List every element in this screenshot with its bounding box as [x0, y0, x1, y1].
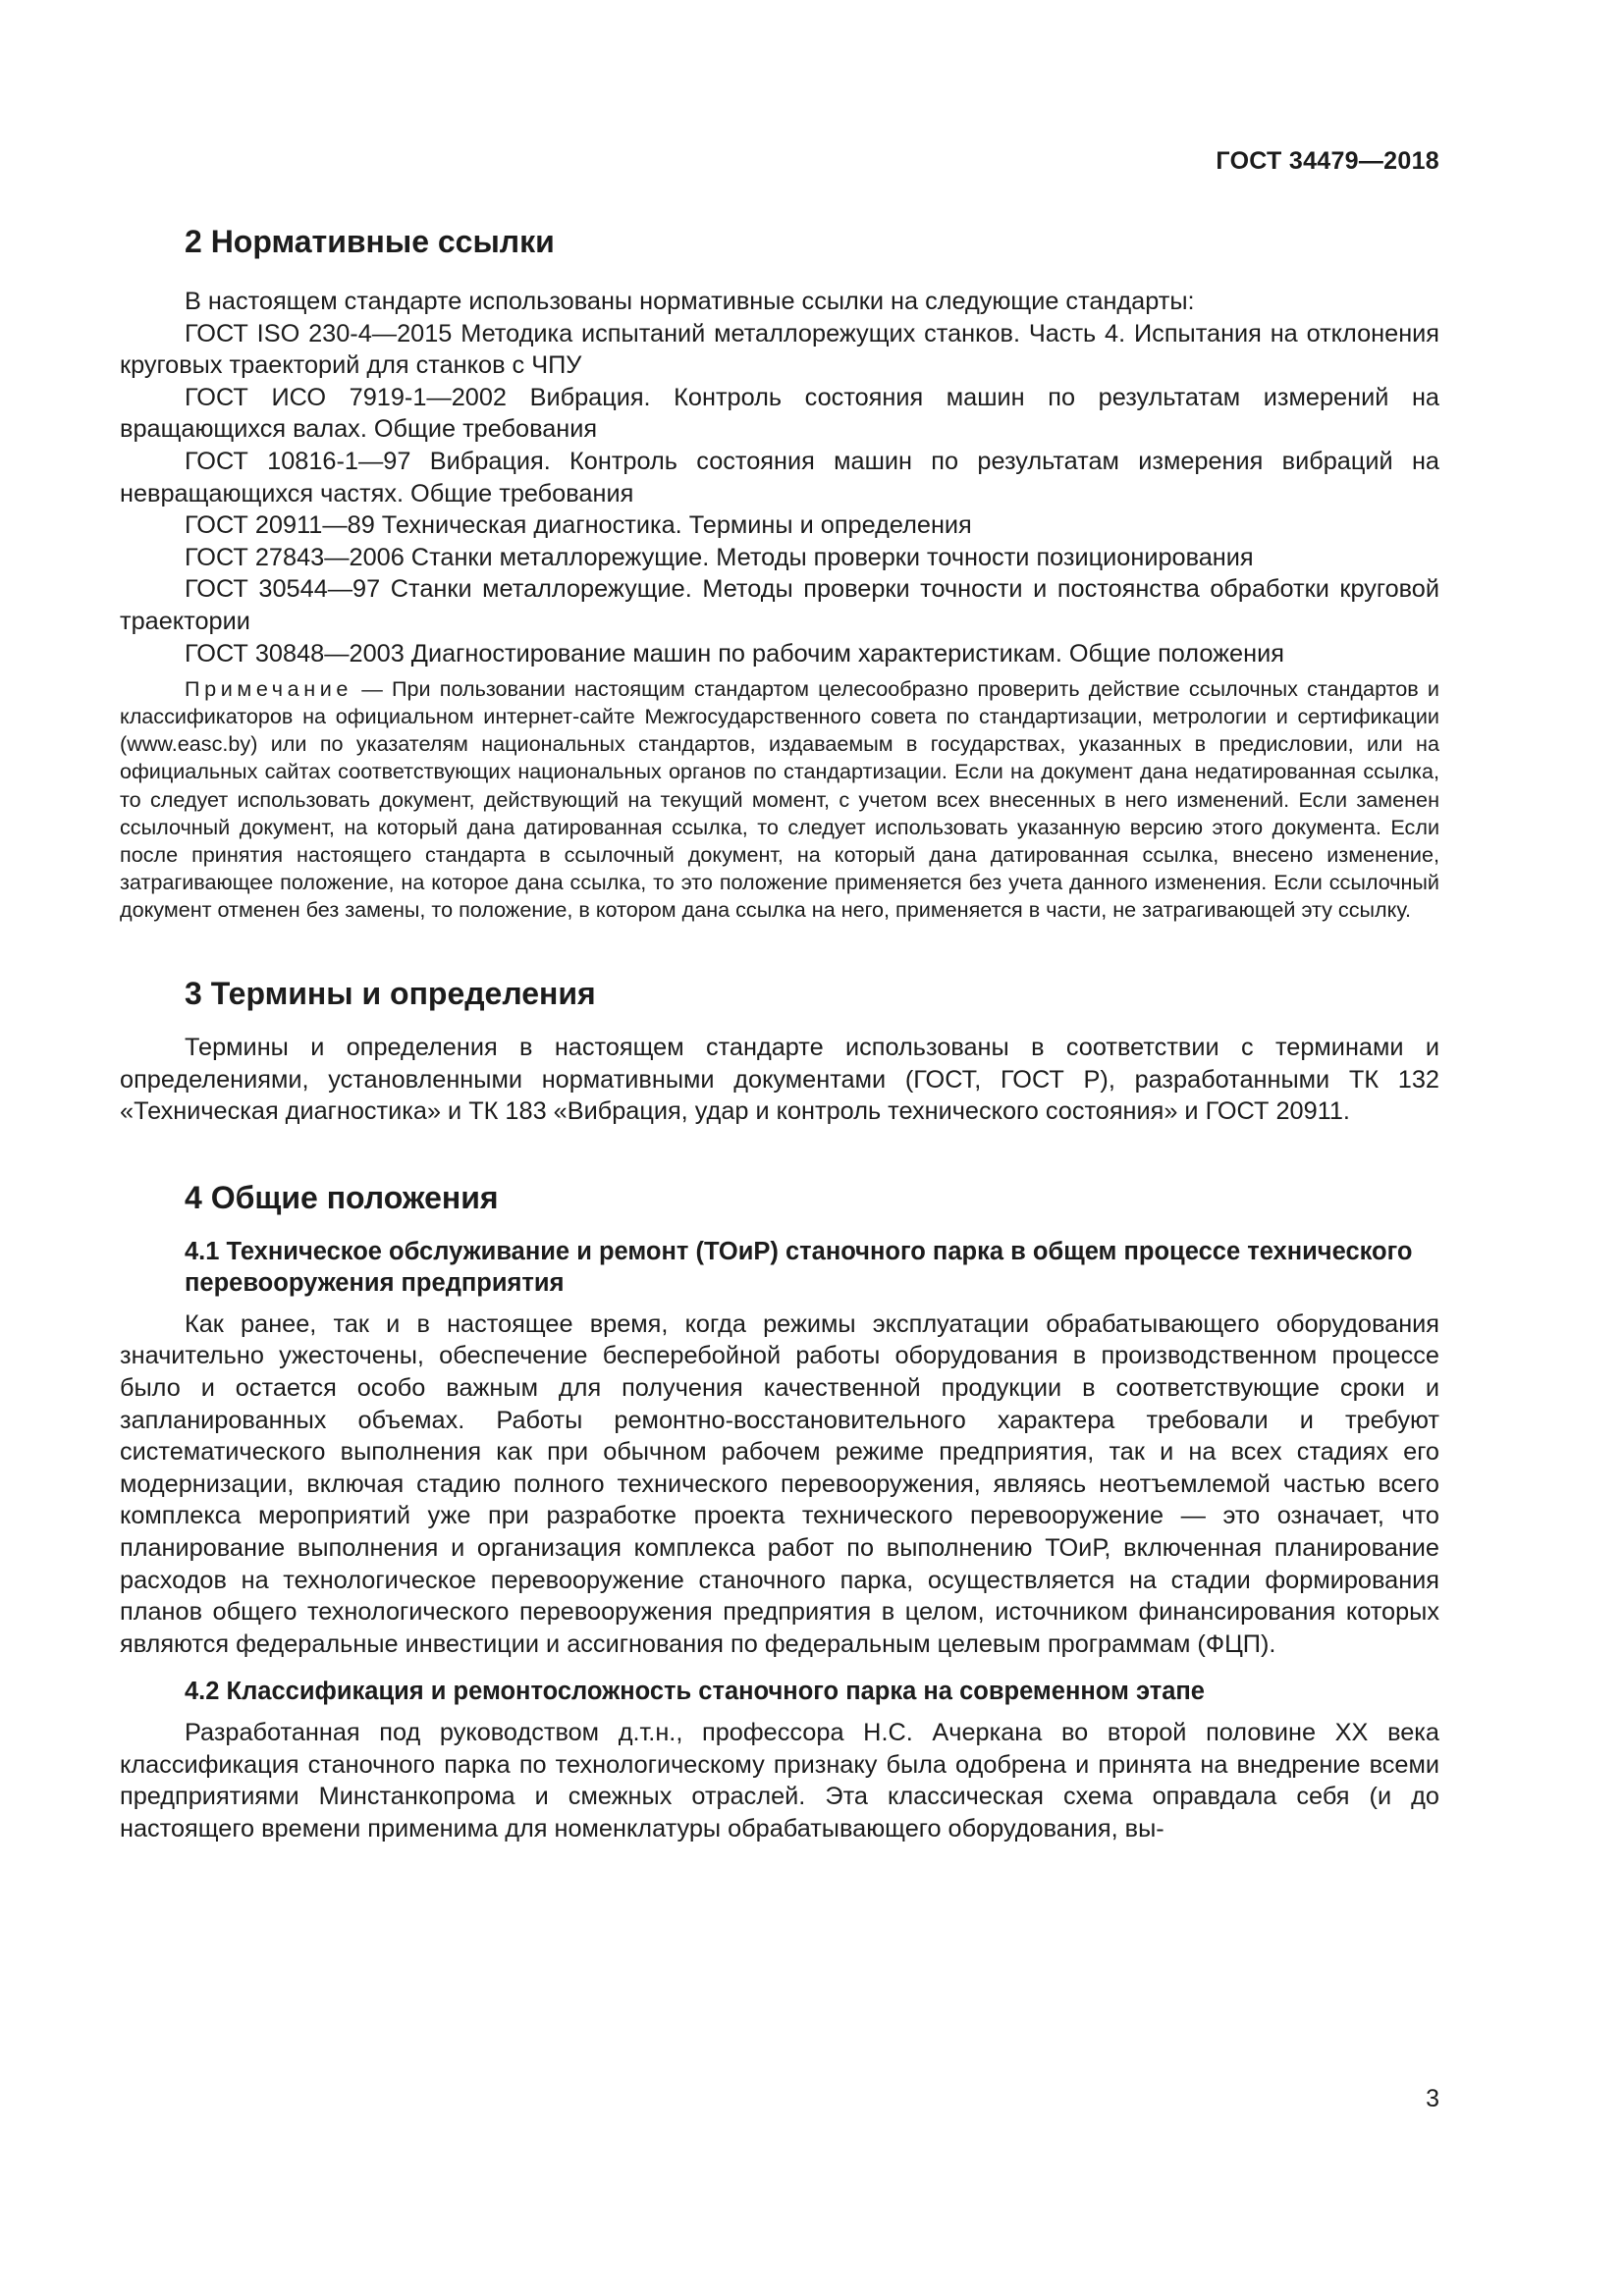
subsection-4-2-paragraph: Разработанная под руководством д.т.н., профессора Н.С. Ачеркана во второй половине XX века классификация станочного парка по технологическому признаку была одобрена и принята на внедрение всеми предприятиями Минстанкопрома и смежных отраслей. Эта классическая схема оправдала себя (и до настоящего времени применима для номенклатуры обрабатывающего оборудования, вы- — [120, 1719, 1439, 1843]
section-2-heading: 2 Нормативные ссылки — [185, 224, 555, 259]
reference-item: ГОСТ 30848—2003 Диагностирование машин по рабочим характеристикам. Общие положения — [185, 639, 1284, 667]
note-text: — При пользовании настоящим стандартом целесообразно проверить действие ссылочных стандартов и классификаторов на официальном интернет-сайте Межгосударственного совета по стандартизации, метрологии и сертификации (www.easc.by) или по указателям национальных стандартов, издаваемым в государствах, указанных в предисловии, или на официальных сайтах соответствующих национальных органов по стандартизации. Если на документ дана недатированная ссылка, то следует использовать документ, действующий на текущий момент, с учетом всех внесенных в него изменений. Если заменен ссылочный документ, на который дана датированная ссылка, то следует использовать указанную версию этого документа. Если после принятия настоящего стандарта в ссылочный документ, на который дана датированная ссылка, внесено изменение, затрагивающее положение, на которое дана ссылка, то это положение применяется без учета данного изменения. Если ссылочный документ отменен без замены, то положение, в котором дана ссылка на него, применяется в части, не затрагивающей эту ссылку. — [120, 676, 1439, 922]
subsection-4-2-body — [120, 1717, 1439, 1844]
reference-item: ГОСТ 10816-1—97 Вибрация. Контроль состояния машин по результатам измерения вибраций на невращающихся частях. Общие требования — [120, 447, 1439, 507]
section-3-heading: 3 Термины и определения — [185, 975, 596, 1011]
reference-item: ГОСТ 27843—2006 Станки металлорежущие. Методы проверки точности позиционирования — [185, 543, 1254, 571]
document-code: ГОСТ 34479—2018 — [1216, 147, 1439, 175]
section-2-note — [120, 675, 1439, 924]
section-3-paragraph: Термины и определения в настоящем стандарте использованы в соответствии с терминами и определениями, установленными нормативными документами (ГОСТ, ГОСТ Р), разработанными ТК 132 «Техническая диагностика» и ТК 183 «Вибрация, удар и контроль технического состояния» и ГОСТ 20911. — [120, 1033, 1439, 1126]
section-4-heading: 4 Общие положения — [185, 1179, 499, 1215]
subsection-4-1-heading: 4.1 Техническое обслуживание и ремонт (ТОиР) станочного парка в общем процессе технического перевооружения предприятия — [185, 1237, 1413, 1297]
page-number: 3 — [1426, 2085, 1439, 2112]
note-label: Примечание — [185, 676, 352, 702]
reference-item: ГОСТ ISO 230-4—2015 Методика испытаний металлорежущих станков. Часть 4. Испытания на отклонения круговых траекторий для станков с ЧПУ — [120, 319, 1439, 380]
subsection-4-2-heading: 4.2 Классификация и ремонтосложность станочного парка на современном этапе — [185, 1678, 1205, 1706]
section-3-body — [120, 1032, 1439, 1128]
page-content — [120, 221, 1439, 1845]
subsection-4-1-paragraph: Как ранее, так и в настоящее время, когда режимы эксплуатации обрабатывающего оборудования значительно ужесточены, обеспечение бесперебойной работы оборудования в производственном процессе было и остается особо важным для получения качественной продукции в соответствующие сроки и запланированных объемах. Работы ремонтно-восстановительного характера требовали и требуют систематического выполнения как при обычном рабочем режиме предприятия, так и на всех стадиях его модернизации, включая стадию полного технического перевооружения, являясь неотъемлемой частью всего комплекса мероприятий уже при разработке проекта технического перевооружение — это означает, что планирование выполнения и организация комплекса работ по выполнению ТОиР, включенная планирование расходов на технологическое перевооружение станочного парка, осуществляется на стадии формирования планов общего технологического перевооружения предприятия в целом, источником финансирования которых являются федеральные инвестиции и ассигнования по федеральным целевым программам (ФЦП). — [120, 1309, 1439, 1658]
section-2-intro: В настоящем стандарте использованы нормативные ссылки на следующие стандарты: — [185, 288, 1195, 315]
reference-item: ГОСТ ИСО 7919-1—2002 Вибрация. Контроль состояния машин по результатам измерений на вращающихся валах. Общие требования — [120, 383, 1439, 444]
section-2-body — [120, 286, 1439, 669]
subsection-4-1-body — [120, 1308, 1439, 1661]
reference-item: ГОСТ 30544—97 Станки металлорежущие. Методы проверки точности и постоянства обработки круговой траектории — [120, 575, 1439, 635]
reference-item: ГОСТ 20911—89 Техническая диагностика. Термины и определения — [185, 511, 972, 540]
